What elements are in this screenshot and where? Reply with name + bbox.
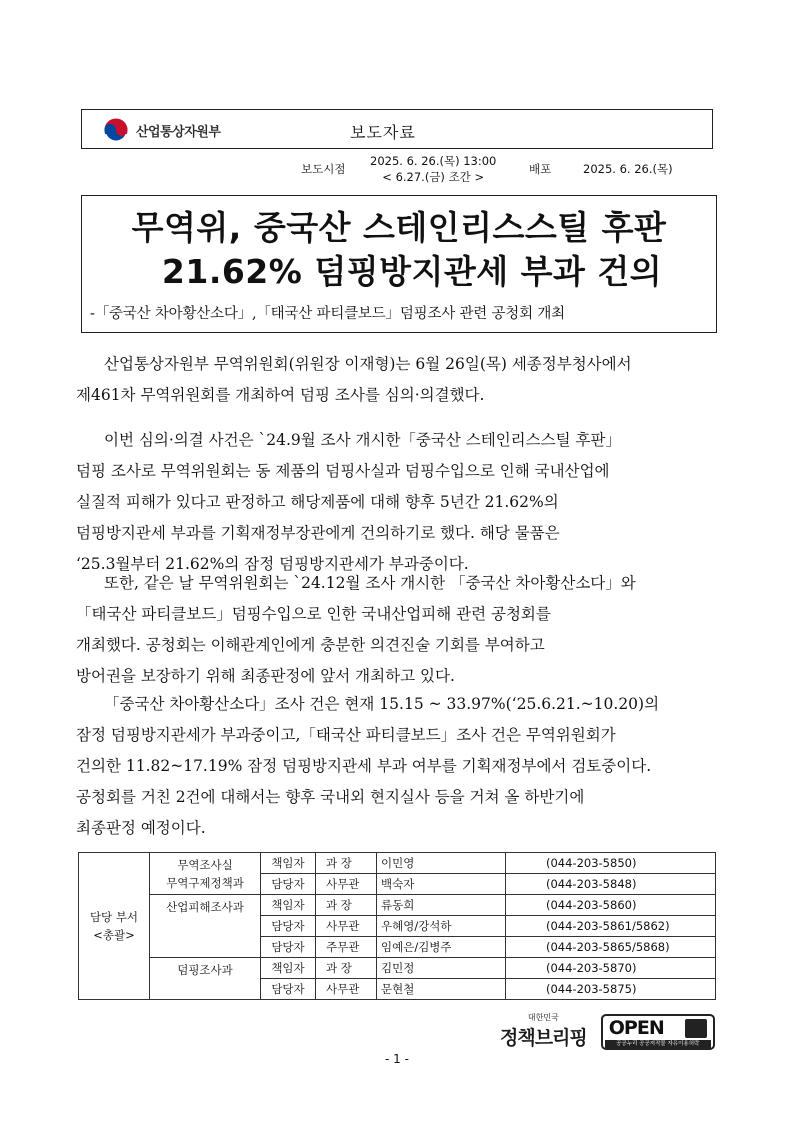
paragraph-line: 공청회를 거친 2건에 대해서는 향후 국내외 현지실사 등을 거쳐 올 하반기에 [76,788,585,806]
rank-cell: 과 장 [316,853,377,874]
tel-cell: (044-203-5870) [506,958,716,979]
paragraph-line: 개최했다. 공청회는 이해관계인에게 충분한 의견진술 기회를 부여하고 [76,636,545,654]
paragraph-line: 산업통상자원부 무역위원회(위원장 이재형)는 6월 26일(목) 세종정부청사에서 [104,355,632,373]
header-box [81,109,713,149]
paragraph-line: 「중국산 차아황산소다」조사 건은 현재 15.15 ~ 33.97%(‘25.6.21.~10.20)의 [104,695,660,713]
contacts-table [78,852,716,1000]
name-cell: 김민정 [377,958,506,979]
division-cell [150,853,261,895]
table-row [79,958,716,979]
doc-type: 보도자료 [350,123,416,142]
ministry-logo [102,117,220,143]
name-cell: 우혜영/강석하 [377,916,506,937]
table-row [79,895,716,916]
role-cell: 책임자 [261,853,316,874]
tel-cell: (044-203-5861/5862) [506,916,716,937]
role-cell: 담당자 [261,874,316,895]
taegeuk-icon [102,116,130,144]
briefing-small-text: 대한민국 [527,1013,559,1022]
paragraph-2 [76,425,716,580]
rank-cell: 사무관 [316,916,377,937]
paragraph-line: 방어권을 보장하기 위해 최종판정에 앞서 개최하고 있다. [76,667,455,685]
name-cell: 이민영 [377,853,506,874]
paragraph-line: 건의한 11.82~17.19% 잠정 덤핑방지관세 부과 여부를 기획재정부에서 검토중이다. [76,757,652,775]
paragraph-line: 잠정 덤핑방지관세가 부과중이고,「태국산 파티클보드」조사 건은 무역위원회가 [76,726,616,744]
distribution-label: 배포 [529,162,552,176]
tel-cell: (044-203-5848) [506,874,716,895]
dept-label-line2: <총괄> [93,928,135,942]
footer-logos [500,1012,715,1050]
page-number: - 1 - [385,1052,409,1066]
rank-cell: 사무관 [316,874,377,895]
paragraph-line: 최종판정 예정이다. [76,819,206,837]
paragraph-line: 제461차 무역위원회를 개최하여 덤핑 조사를 심의·의결했다. [76,386,485,404]
paragraph-line: 이번 심의·의결 사건은 `24.9월 조사 개시한「중국산 스테인리스스틸 후판」 [104,431,621,449]
paragraph-line: 덤핑 조사로 무역위원회는 동 제품의 덤핑사실과 덤핑수입으로 인해 국내산업에 [76,462,610,480]
role-cell: 담당자 [261,916,316,937]
paragraph-1 [76,349,716,411]
name-cell: 문현철 [377,979,506,1000]
ministry-name: 산업통상자원부 [136,124,221,140]
dept-label-cell [79,853,150,1000]
name-cell: 백숙자 [377,874,506,895]
rank-cell: 사무관 [316,979,377,1000]
name-cell: 임예은/김병주 [377,937,506,958]
rank-cell: 주무관 [316,937,377,958]
paragraph-line: 「태국산 파티클보드」덤핑수입으로 인한 국내산업피해 관련 공청회를 [76,605,551,623]
tel-cell: (044-203-5865/5868) [506,937,716,958]
division-cell [150,958,261,1000]
open-caption: 공공누리 공공저작물 자유이용허락 [605,1040,711,1049]
tel-cell: (044-203-5875) [506,979,716,1000]
title-line-2: 21.62% 덤핑방지관세 부과 건의 [161,252,663,291]
division-name: 덤핑조사과 [177,963,233,977]
role-cell: 책임자 [261,895,316,916]
tel-cell: (044-203-5860) [506,895,716,916]
table-row [79,853,716,874]
role-cell: 담당자 [261,979,316,1000]
paragraph-line: 덤핑방지관세 부과를 기획재정부장관에게 건의하기로 했다. 해당 물품은 [76,524,560,542]
release-time [370,153,496,185]
title-box [81,195,717,333]
rank-cell: 과 장 [316,895,377,916]
tel-cell: (044-203-5850) [506,853,716,874]
rank-cell: 과 장 [316,958,377,979]
role-cell: 담당자 [261,937,316,958]
division-name: 무역구제정책과 [166,875,244,890]
kogl-open-badge [601,1014,715,1050]
release-time-line2: < 6.27.(금) 조간 > [382,170,485,184]
release-label: 보도시점 [301,162,346,176]
paragraph-3 [76,568,716,692]
paragraph-4 [76,689,716,844]
distribution-date: 2025. 6. 26.(목) [583,162,673,176]
person-icon [685,1019,707,1038]
release-time-line1: 2025. 6. 26.(목) 13:00 [370,154,497,168]
paragraph-line: ‘25.3월부터 21.62%의 잠정 덤핑방지관세가 부과중이다. [76,555,469,573]
division-name: 산업피해조사과 [166,900,244,914]
name-cell: 류동희 [377,895,506,916]
paragraph-line: 실질적 피해가 있다고 판정하고 해당제품에 대해 향후 5년간 21.62%의 [76,493,559,511]
paragraph-line: 또한, 같은 날 무역위원회는 `24.12월 조사 개시한 「중국산 차아황산소다」와 [104,574,636,592]
role-cell: 책임자 [261,958,316,979]
division-name: 무역조사실 [177,857,233,872]
division-cell [150,895,261,958]
dept-label-line1: 담당 부서 [89,910,139,924]
subtitle: -「중국산 차아황산소다」,「태국산 파티클보드」덤핑조사 관련 공청회 개최 [90,306,565,322]
briefing-big-text: 정책브리핑 [500,1027,587,1049]
policy-briefing-logo [500,1012,587,1050]
open-word: OPEN [608,1017,664,1039]
title-line-1: 무역위, 중국산 스테인리스스틸 후판 [131,208,667,247]
